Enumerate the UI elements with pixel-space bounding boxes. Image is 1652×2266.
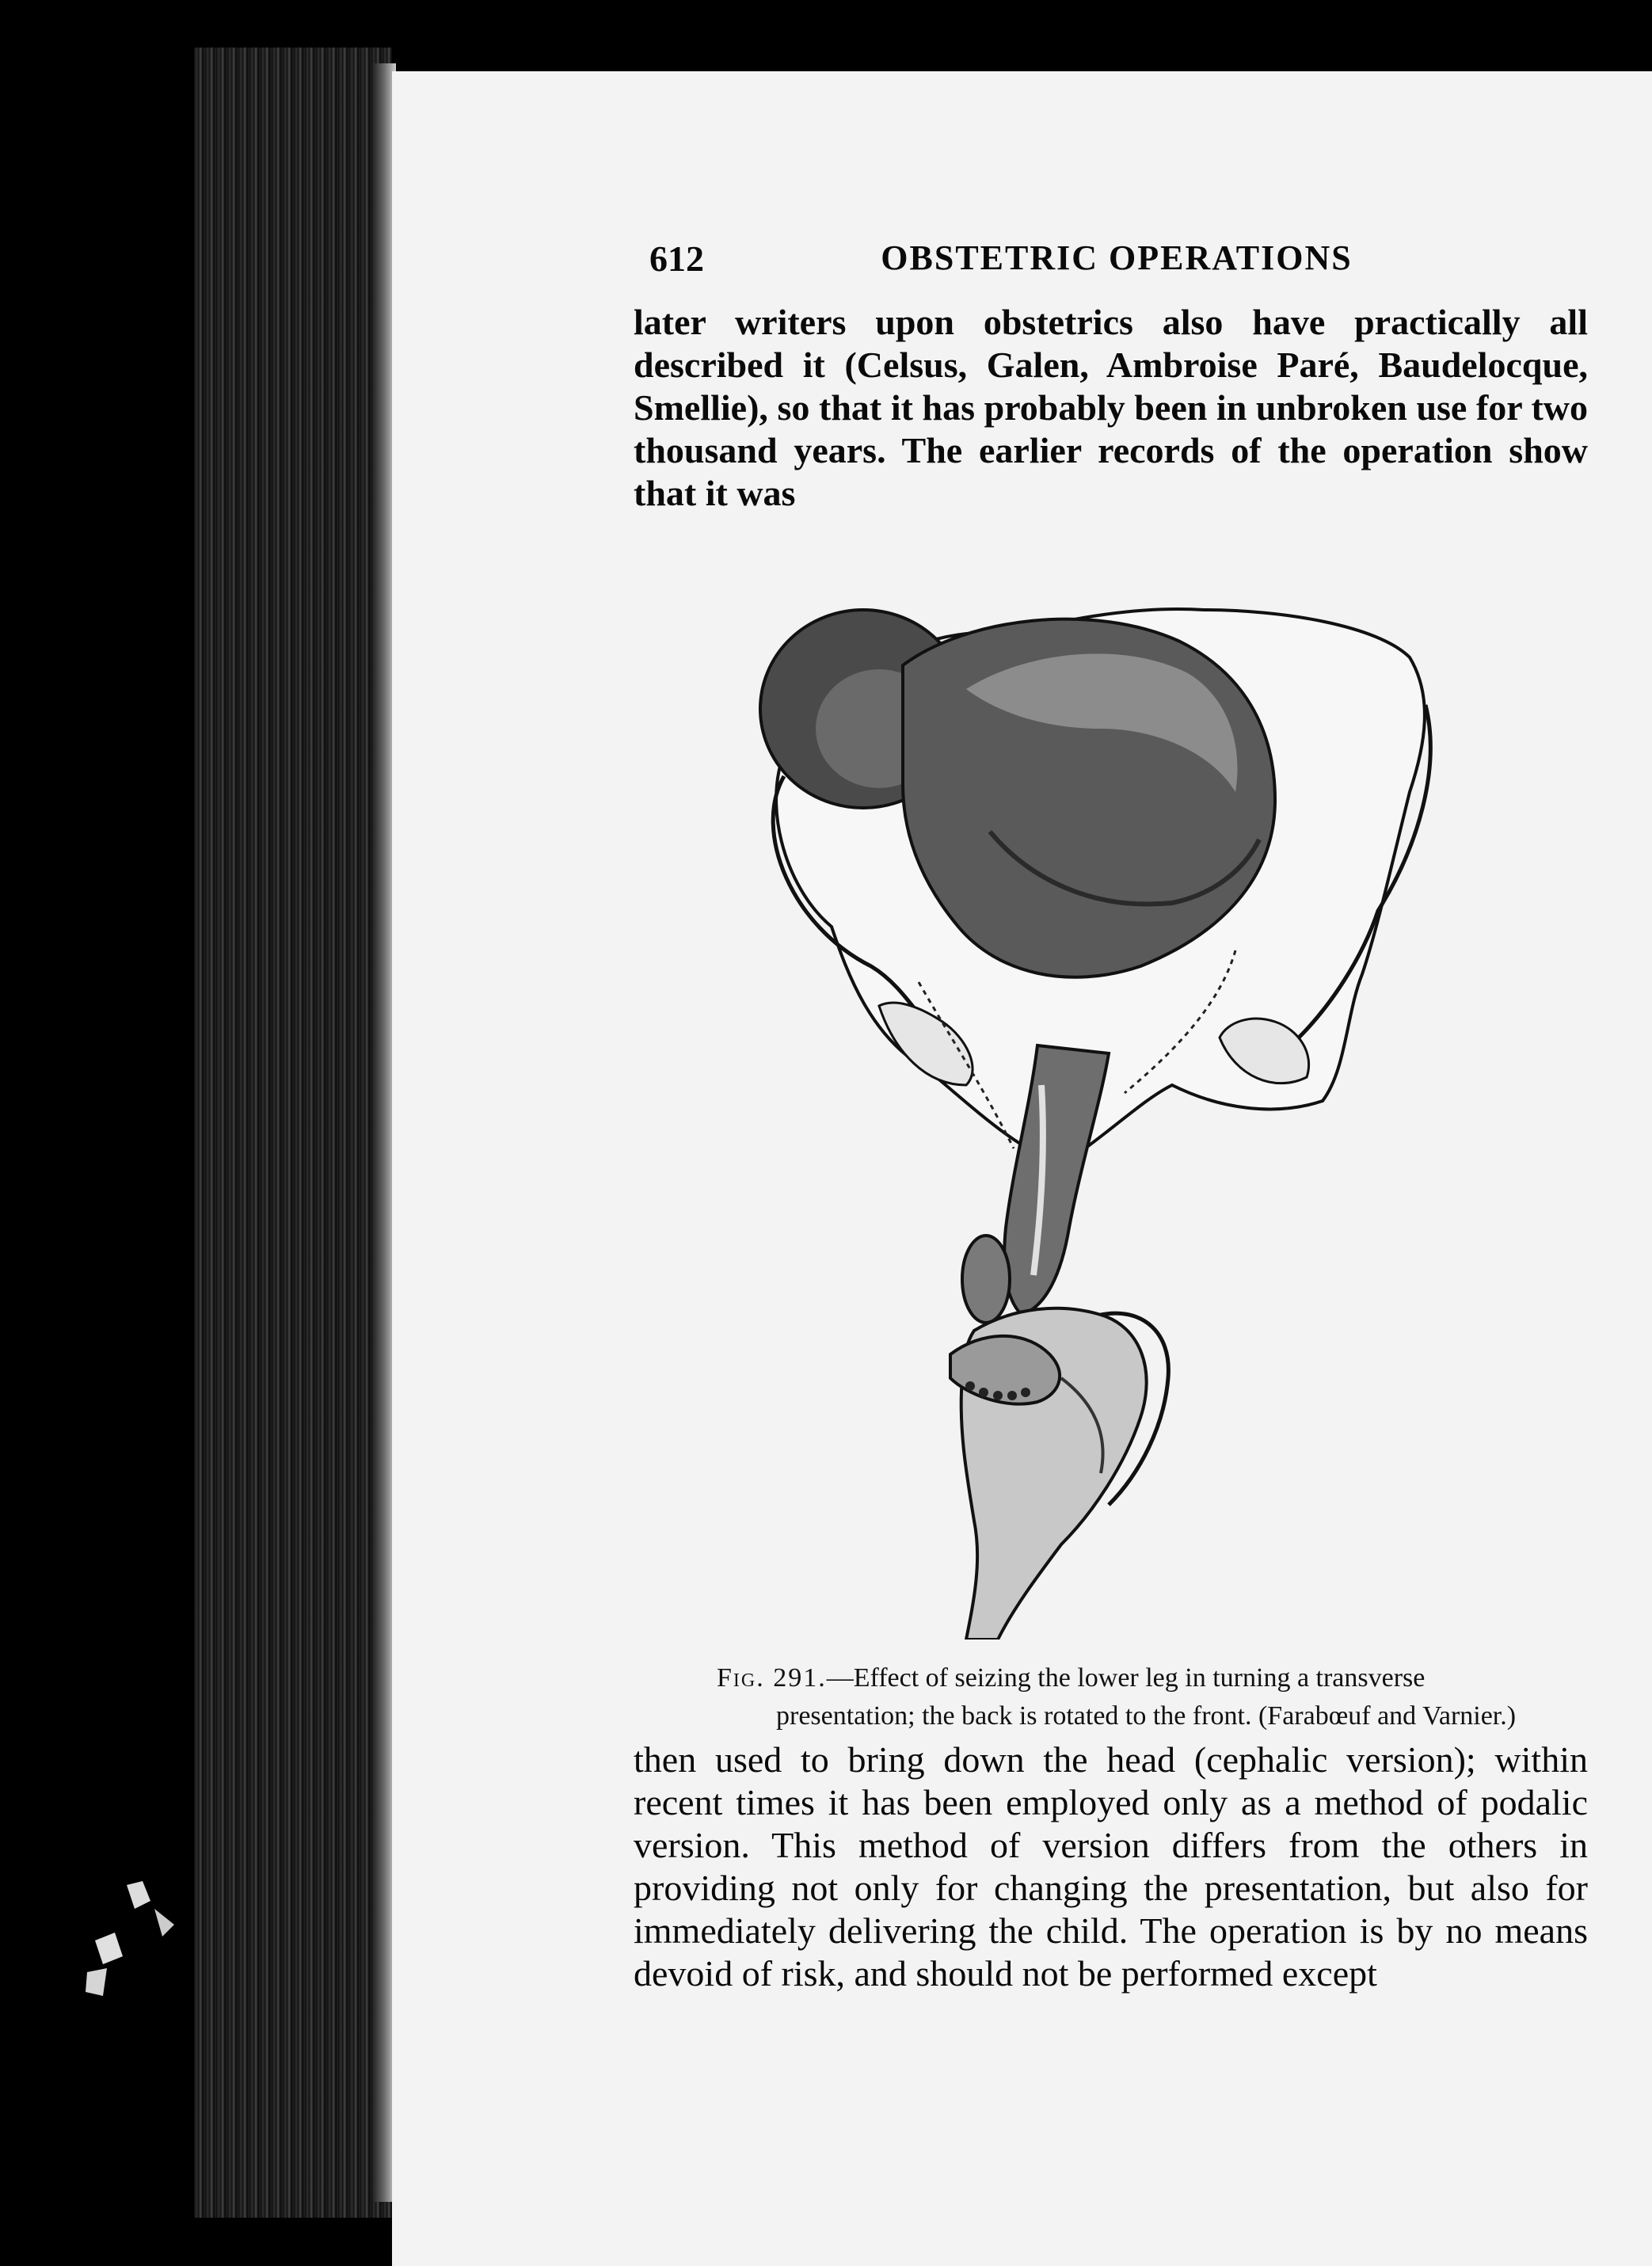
figure-caption-label: Fig. 291.	[717, 1663, 827, 1693]
page-specks	[79, 1877, 198, 2004]
running-head: OBSTETRIC OPERATIONS	[881, 238, 1353, 277]
page-number: 612	[649, 238, 704, 279]
figure-illustration	[729, 594, 1489, 1640]
paragraph-bottom: then used to bring down the head (cephalic version); within recent times it has been employed only as a method of podalic version. This method of version differs from the others in providing not only for changing the presentation, but also for immediately delivering the child. The operation is by no means devoid of risk, and should not be performed except	[634, 1739, 1588, 1994]
book-spine	[194, 48, 392, 2218]
paragraph-top: later writers upon obstetrics also have practically all described it (Celsus, Galen, Ambroise Paré, Baudelocque, Smellie), so that it has probably been in unbroken use for two thousand years. The earlier records of the operation show that it was	[634, 302, 1588, 513]
book-page	[392, 71, 1652, 2266]
paragraph-bottom-block	[634, 1739, 1588, 1995]
fetal-foot	[962, 1236, 1010, 1323]
page-header	[649, 238, 1584, 285]
figure-caption	[717, 1659, 1552, 1735]
fetus-version-illustration	[729, 594, 1489, 1640]
paragraph-top-block	[634, 301, 1588, 515]
figure-caption-text: —Effect of seizing the lower leg in turning a transverse presentation; the back is rotated to the front. (Farabœuf and Varnier.)	[776, 1663, 1517, 1731]
